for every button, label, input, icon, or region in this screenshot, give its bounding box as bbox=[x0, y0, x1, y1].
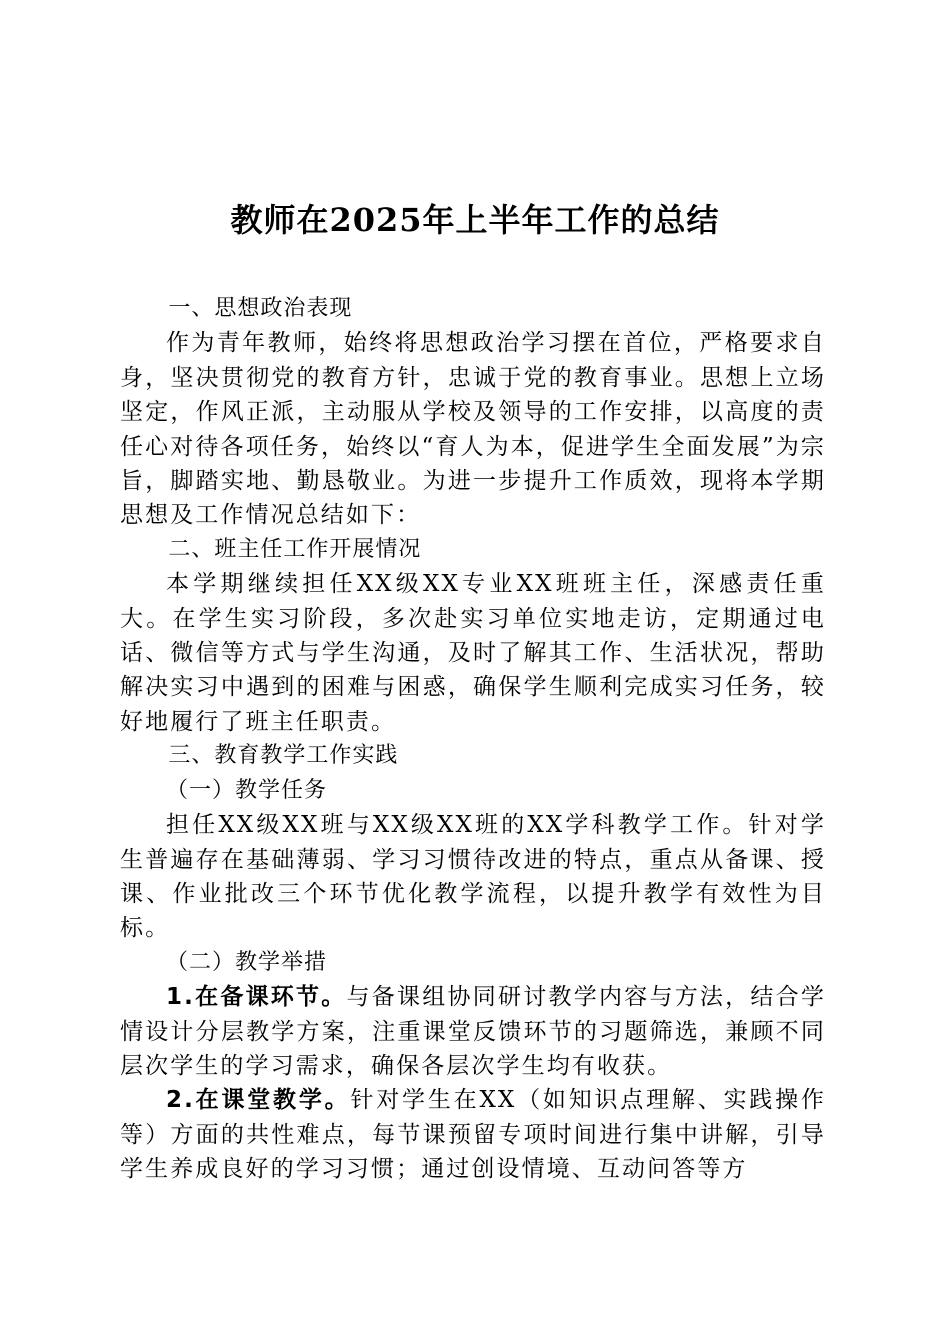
paragraph-teaching-tasks: 担任XX级XX班与XX级XX班的XX学科教学工作。针对学生普遍存在基础薄弱、学习习惯待改进的特点，重点从备课、授课、作业批改三个环节优化教学流程，以提升教学有效性为目标。 bbox=[120, 812, 826, 942]
lead-lesson-preparation: 1.在备课环节。 bbox=[166, 984, 347, 1011]
paragraph-ideology: 作为青年教师，始终将思想政治学习摆在首位，严格要求自身，坚决贯彻党的教育方针，忠诚于党的教育事业。思想上立场坚定，作风正派，主动服从学校及领导的工作安排，以高度的责任心对待各项任务，始终以“育人为本，促进学生全面发展”为宗旨，脚踏实地、勤恳敬业。为进一步提升工作质效，现将本学期思想及工作情况总结如下： bbox=[120, 330, 826, 529]
section-heading-ideology: 一、思想政治表现 bbox=[168, 296, 353, 321]
document-title: 教师在2025年上半年工作的总结 bbox=[230, 201, 720, 239]
text-classroom-teaching: 针对学生在XX（如知识点理解、实践操作等）方面的共性难点，每节课预留专项时间进行集中讲解，引导学生养成良好的学习习惯；通过创设情境、互动问答等方 bbox=[120, 1087, 826, 1183]
section-heading-class-teacher: 二、班主任工作开展情况 bbox=[168, 536, 422, 562]
lead-classroom-teaching: 2.在课堂教学。 bbox=[166, 1087, 351, 1114]
paragraph-class-teacher: 本学期继续担任XX级XX专业XX班班主任，深感责任重大。在学生实习阶段，多次赴实习单位实地走访，定期通过电话、微信等方式与学生沟通，及时了解其工作、生活状况，帮助解决实习中遇到的困难与困惑，确保学生顺利完成实习任务，较好地履行了班主任职责。 bbox=[120, 571, 826, 735]
section-heading-teaching-practice: 三、教育教学工作实践 bbox=[168, 743, 399, 769]
subsection-heading-teaching-measures: （二）教学举措 bbox=[166, 949, 328, 975]
paragraph-classroom-teaching bbox=[120, 1083, 826, 1186]
subsection-heading-teaching-tasks: （一）教学任务 bbox=[166, 777, 328, 803]
paragraph-lesson-preparation bbox=[120, 980, 826, 1083]
document-body bbox=[120, 292, 826, 1187]
text-lesson-preparation: 与备课组协同研讨教学内容与方法，结合学情设计分层教学方案，注重课堂反馈环节的习题筛选，兼顾不同层次学生的学习需求，确保各层次学生均有收获。 bbox=[120, 984, 827, 1079]
